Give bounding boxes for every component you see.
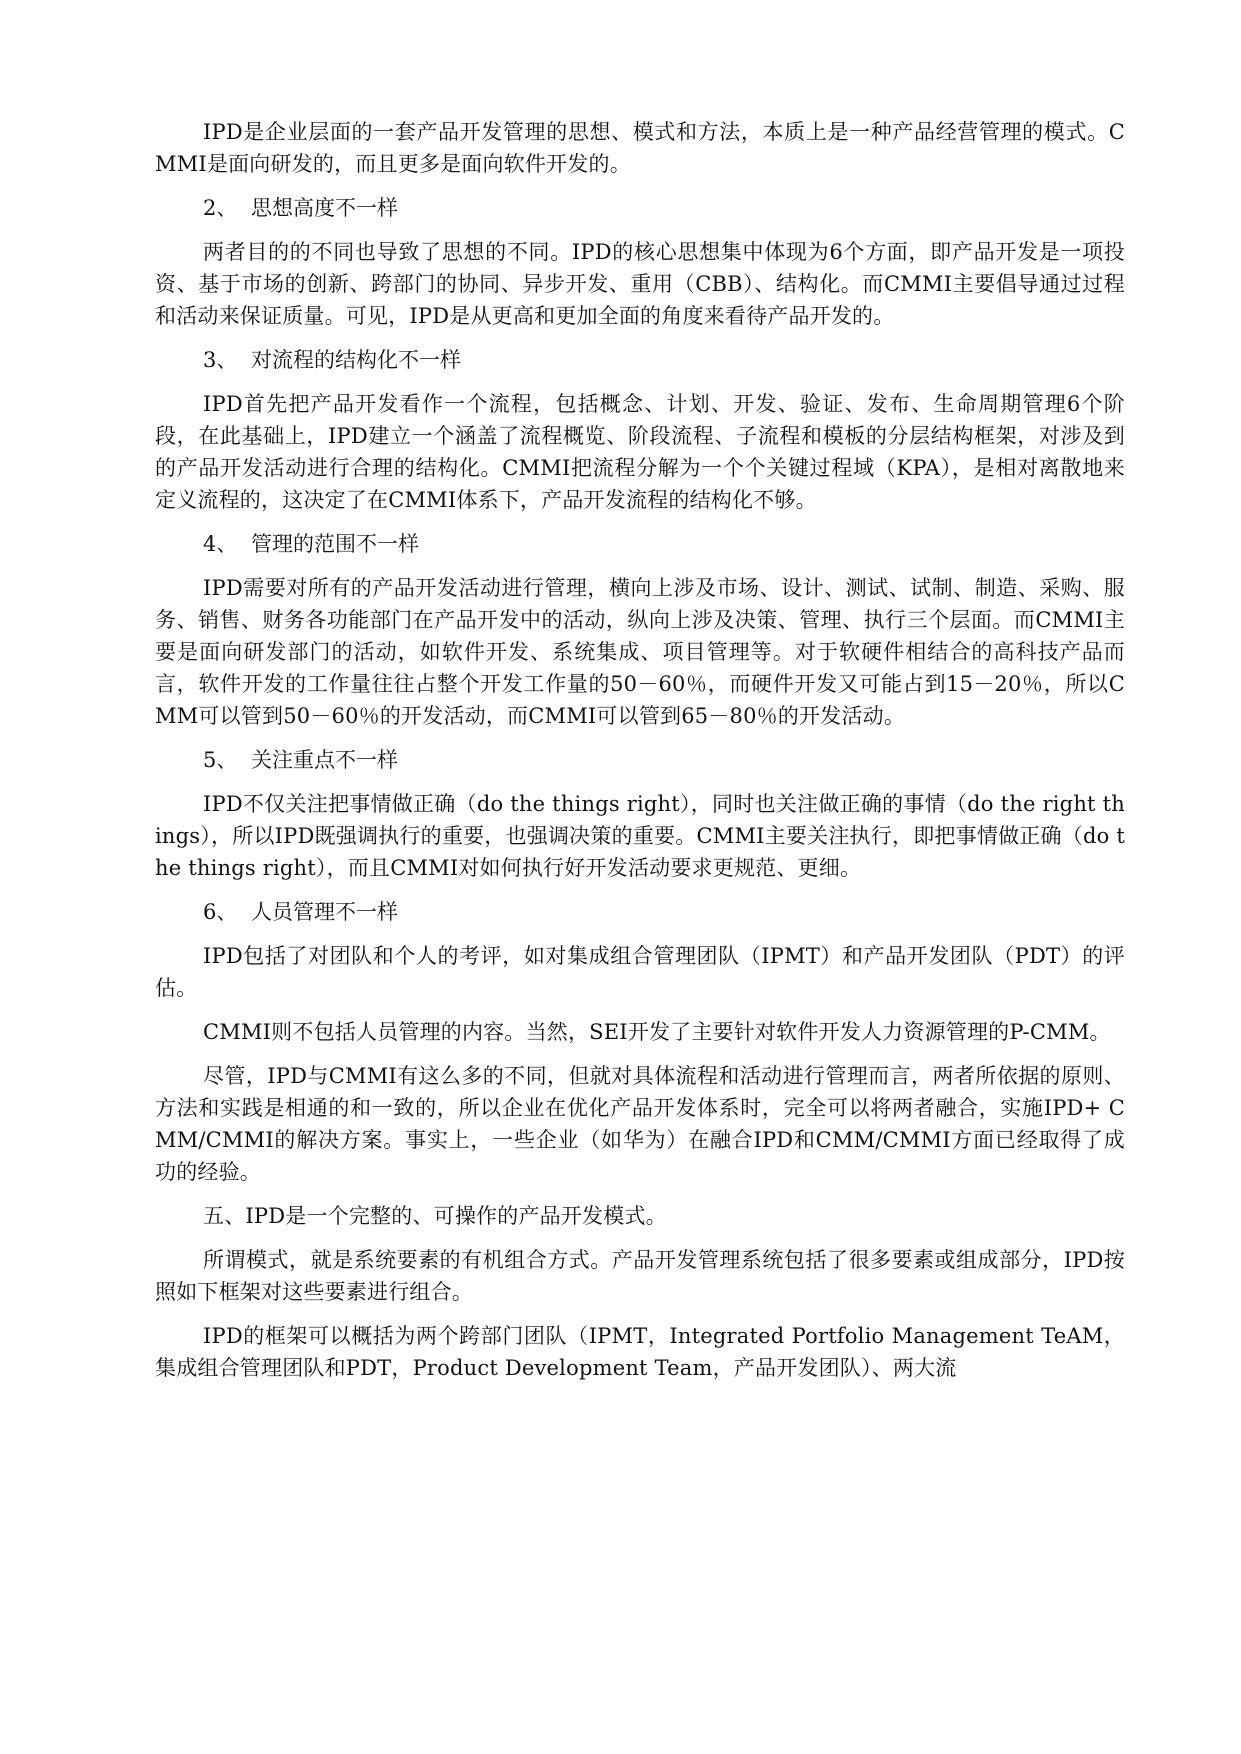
section-heading <box>155 192 1125 224</box>
paragraph: IPD需要对所有的产品开发活动进行管理，横向上涉及市场、设计、测试、试制、制造、采购、服务、销售、财务各功能部门在产品开发中的活动，纵向上涉及决策、管理、执行三个层面。而CMMI主要是面向研发部门的活动，如软件开发、系统集成、项目管理等。对于软硬件相结合的高科技产品而言，软件开发的工作量往往占整个开发工作量的50－60％，而硬件开发又可能占到15－20％，所以CMM可以管到50－60％的开发活动，而CMMI可以管到65－80％的开发活动。 <box>155 576 1125 728</box>
paragraph: IPD是企业层面的一套产品开发管理的思想、模式和方法，本质上是一种产品经营管理的模式。CMMI是面向研发的，而且更多是面向软件开发的。 <box>155 120 1125 176</box>
section-number: 6、 <box>203 900 238 924</box>
document-body <box>155 116 1125 1396</box>
paragraph: IPD包括了对团队和个人的考评，如对集成组合管理团队（IPMT）和产品开发团队（PDT）的评估。 <box>155 944 1125 1000</box>
paragraph: 五、IPD是一个完整的、可操作的产品开发模式。 <box>203 1204 667 1228</box>
paragraph: 尽管，IPD与CMMI有这么多的不同，但就对具体流程和活动进行管理而言，两者所依据的原则、方法和实践是相通的和一致的，所以企业在优化产品开发体系时，完全可以将两者融合，实施IPD+ CMM/CMMI的解决方案。事实上，一些企业（如华为）在融合IPD和CMM/CMMI方面已经取得了成功的经验。 <box>155 1064 1125 1184</box>
section-number: 5、 <box>203 748 238 772</box>
section-number: 3、 <box>203 348 238 372</box>
section-title: 管理的范围不一样 <box>251 532 419 556</box>
section-number: 2、 <box>203 196 238 220</box>
section-title: 思想高度不一样 <box>251 196 398 220</box>
section-title: 对流程的结构化不一样 <box>251 348 461 372</box>
section-title: 关注重点不一样 <box>251 748 398 772</box>
section-number: 4、 <box>203 532 238 556</box>
paragraph: 所谓模式，就是系统要素的有机组合方式。产品开发管理系统包括了很多要素或组成部分，IPD按照如下框架对这些要素进行组合。 <box>155 1248 1125 1304</box>
section-title: 人员管理不一样 <box>251 900 398 924</box>
section-heading <box>155 528 1125 560</box>
paragraph: IPD的框架可以概括为两个跨部门团队（IPMT，Integrated Portfolio Management TeAM，集成组合管理团队和PDT，Product Development Team，产品开发团队）、两大流 <box>155 1324 1125 1380</box>
paragraph: IPD不仅关注把事情做正确（do the things right），同时也关注做正确的事情（do the right things），所以IPD既强调执行的重要，也强调决策的重要。CMMI主要关注执行，即把事情做正确（do the things right），而且CMMI对如何执行好开发活动要求更规范、更细。 <box>155 792 1125 880</box>
section-heading <box>155 344 1125 376</box>
paragraph: CMMI则不包括人员管理的内容。当然，SEI开发了主要针对软件开发人力资源管理的P-CMM。 <box>203 1020 1111 1044</box>
section-heading <box>155 744 1125 776</box>
paragraph: 两者目的的不同也导致了思想的不同。IPD的核心思想集中体现为6个方面，即产品开发是一项投资、基于市场的创新、跨部门的协同、异步开发、重用（CBB）、结构化。而CMMI主要倡导通过过程和活动来保证质量。可见，IPD是从更高和更加全面的角度来看待产品开发的。 <box>155 240 1125 328</box>
paragraph: IPD首先把产品开发看作一个流程，包括概念、计划、开发、验证、发布、生命周期管理6个阶段，在此基础上，IPD建立一个涵盖了流程概览、阶段流程、子流程和模板的分层结构框架，对涉及到的产品开发活动进行合理的结构化。CMMI把流程分解为一个个关键过程域（KPA），是相对离散地来定义流程的，这决定了在CMMI体系下，产品开发流程的结构化不够。 <box>155 392 1125 512</box>
section-heading <box>155 896 1125 928</box>
